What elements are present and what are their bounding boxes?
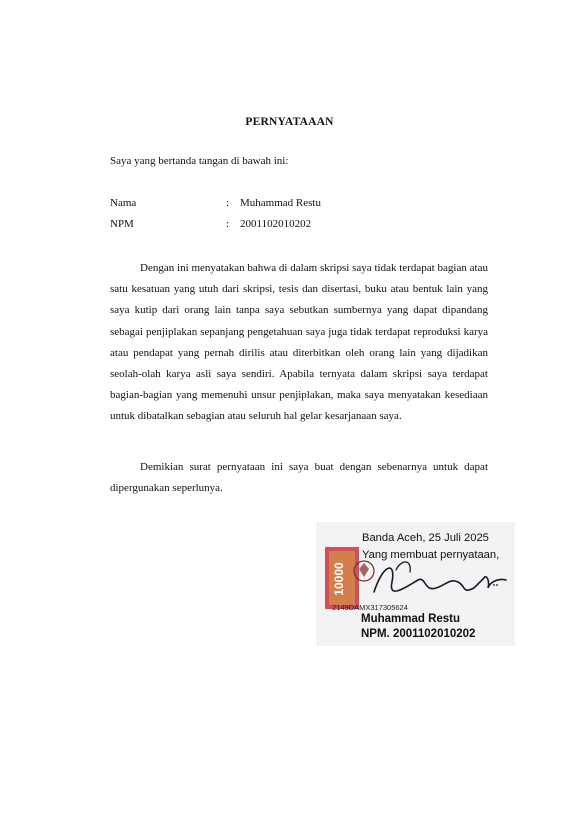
- field-value: Muhammad Restu: [240, 197, 321, 209]
- closing-paragraph: Demikian surat pernyataan ini saya buat dengan sebenarnya untuk dapat dipergunakan seperlunya.: [110, 461, 488, 495]
- maker-label: Yang membuat pernyataan,: [362, 549, 500, 561]
- field-label: NPM: [110, 218, 134, 230]
- field-separator: :: [226, 218, 230, 230]
- intro-text: Saya yang bertanda tangan di bawah ini:: [110, 155, 289, 167]
- signer-npm: NPM. 2001102010202: [361, 628, 476, 640]
- field-label: Nama: [110, 197, 137, 209]
- stamp-value: 10000: [332, 562, 346, 596]
- field-separator: :: [226, 197, 230, 209]
- field-value: 2001102010202: [240, 218, 312, 230]
- signature-block: [316, 522, 515, 646]
- page-title: PERNYATAAAN: [245, 116, 334, 128]
- place-date: Banda Aceh, 25 Juli 2025: [362, 532, 489, 544]
- statement-paragraph: Dengan ini menyatakan bahwa di dalam skripsi saya tidak terdapat bagian atau satu kesatuan yang utuh dari skripsi, tesis dan disertasi, buku atau bentuk lain yang saya kutip dari orang lain tanpa saya sebutkan sumbernya yang dapat dipandang sebagai penjiplakan sepanjang pengetahuan saya juga tidak terdapat reproduksi karya atau pendapat yang pernah dirilis atau diterbitkan oleh orang lain yang dijadikan seolah-olah karya asli saya sendiri. Apabila ternyata dalam skripsi saya terdapat bagian-bagian yang memenuhi unsur penjiplakan, maka saya menyatakan kesediaan untuk dibatalkan sebagian atau seluruh hal gelar kesarjanaan saya.: [110, 262, 488, 423]
- stamp-serial: 2149DAMX317305624: [332, 603, 408, 612]
- signer-name: Muhammad Restu: [361, 613, 461, 625]
